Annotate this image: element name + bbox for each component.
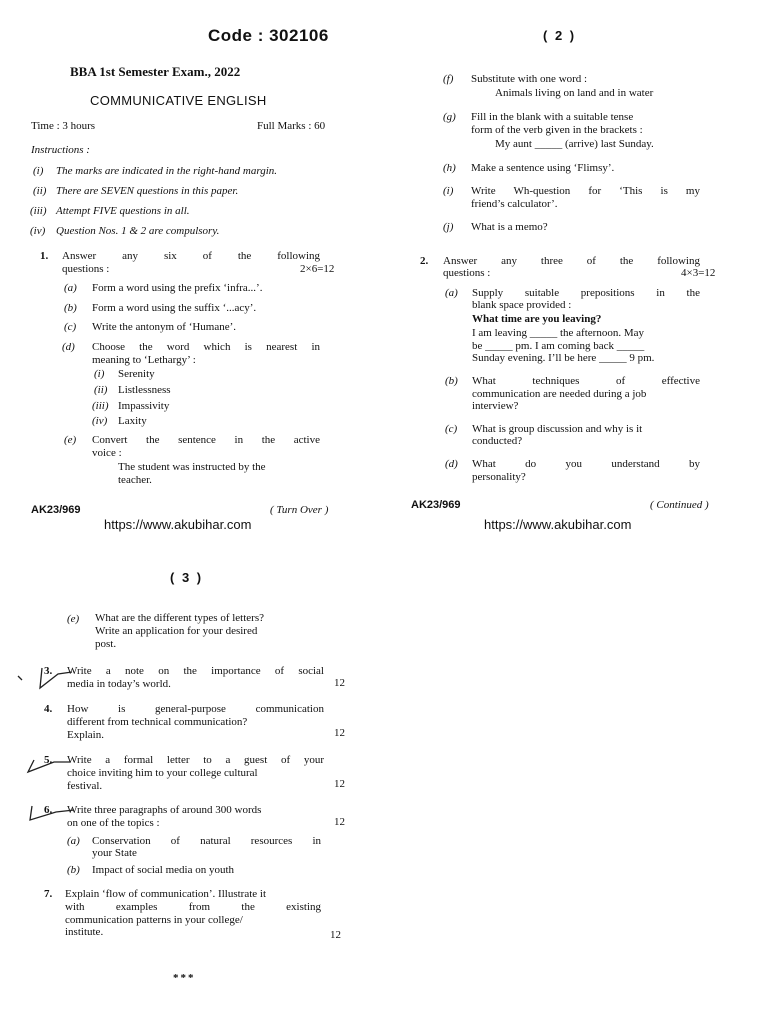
q2b-line-1: What techniques of effective — [472, 375, 700, 387]
q6a-num: (a) — [67, 835, 80, 847]
q2a-sentence-4: Sunday evening. I’ll be here _____ 9 pm. — [472, 352, 655, 364]
instruction-4: Question Nos. 1 & 2 are compulsory. — [56, 225, 220, 237]
q5-line-3: festival. — [67, 780, 103, 792]
q2-marks: 4×3=12 — [681, 267, 716, 279]
q1d-opt-2: Listlessness — [118, 384, 171, 396]
q6a-line-1: Conservation of natural resources in — [92, 835, 321, 847]
page1-url[interactable]: https://www.akubihar.com — [104, 517, 252, 532]
instruction-1: The marks are indicated in the right-hand margin. — [56, 165, 277, 177]
q3-line-2: media in today’s world. — [67, 678, 171, 690]
q1b-text: Form a word using the suffix ‘...acy’. — [92, 302, 257, 314]
q1d-opt-4: Laxity — [118, 415, 147, 427]
q1-number: 1. — [40, 250, 49, 262]
instruction-2: There are SEVEN questions in this paper. — [56, 185, 239, 197]
q1f-sentence: Animals living on land and in water — [495, 87, 654, 99]
q1g-sentence: My aunt _____ (arrive) last Sunday. — [495, 138, 654, 150]
end-marker: *** — [173, 972, 196, 984]
time-label: Time : 3 hours — [31, 120, 96, 132]
instruction-3: Attempt FIVE questions in all. — [56, 205, 190, 217]
instructions-title: Instructions : — [31, 144, 90, 156]
page2-continued: ( Continued ) — [650, 499, 709, 511]
q5-number: 5. — [44, 754, 53, 766]
q7-number: 7. — [44, 888, 53, 900]
q2b-num: (b) — [445, 375, 458, 387]
q1i-line-2: friend’s calculator’. — [471, 198, 558, 210]
q1d-opt-3-num: (iii) — [92, 400, 109, 412]
q2-line-1: Answer any three of the following — [443, 255, 700, 267]
instruction-4-num: (iv) — [30, 225, 46, 237]
q1e-line-1: Convert the sentence in the active — [92, 434, 320, 446]
q1e-sentence-1: The student was instructed by the — [118, 461, 266, 473]
q1g-line-2: form of the verb given in the brackets : — [471, 124, 643, 136]
q1a-text: Form a word using the prefix ‘infra...’. — [92, 282, 263, 294]
instruction-1-num: (i) — [33, 165, 44, 177]
q1e-num: (e) — [64, 434, 77, 446]
exam-title: BBA 1st Semester Exam., 2022 — [70, 64, 241, 79]
q4-line-1: How is general-purpose communication — [67, 703, 324, 715]
q2e-line-3: post. — [95, 638, 117, 650]
q3-line-1: Write a note on the importance of social — [67, 665, 324, 677]
q1d-opt-1: Serenity — [118, 368, 155, 380]
q2a-sentence-3: be _____ pm. I am coming back _____ — [472, 340, 645, 352]
q2-number: 2. — [420, 255, 429, 267]
q7-marks: 12 — [330, 929, 341, 941]
subject-title: COMMUNICATIVE ENGLISH — [90, 93, 267, 108]
q2e-num: (e) — [67, 613, 80, 625]
q6-marks: 12 — [334, 816, 345, 828]
q1d-num: (d) — [62, 341, 75, 353]
q2c-line-1: What is group discussion and why is it — [472, 423, 643, 435]
handwritten-mark-q6-icon — [20, 800, 80, 824]
q2a-sentence-2: I am leaving _____ the afternoon. May — [472, 327, 644, 339]
q4-line-2: different from technical communication? — [67, 716, 248, 728]
instruction-2-num: (ii) — [33, 185, 47, 197]
q2d-line-2: personality? — [472, 471, 526, 483]
page3-number: ( 3 ) — [170, 570, 204, 585]
instruction-3-num: (iii) — [30, 205, 47, 217]
q2e-line-1: What are the different types of letters? — [95, 612, 264, 624]
q5-line-1: Write a formal letter to a guest of your — [67, 754, 324, 766]
q2d-line-1: What do you understand by — [472, 458, 700, 470]
page2-number: ( 2 ) — [543, 28, 577, 43]
q1i-line-1: Write Wh-question for ‘This is my — [471, 185, 700, 197]
page2-url[interactable]: https://www.akubihar.com — [484, 517, 632, 532]
q7-line-1: Explain ‘flow of communication’. Illustrate it — [65, 888, 267, 900]
q1d-line-1: Choose the word which is nearest in — [92, 341, 320, 353]
q5-line-2: choice inviting him to your college cultural — [67, 767, 258, 779]
handwritten-tick-q3-icon — [14, 662, 74, 692]
q2c-num: (c) — [445, 423, 458, 435]
q1d-opt-2-num: (ii) — [94, 384, 108, 396]
q4-marks: 12 — [334, 727, 345, 739]
q3-number: 3. — [44, 665, 53, 677]
q2b-line-3: interview? — [472, 400, 519, 412]
q1j-text: What is a memo? — [471, 221, 548, 233]
q6a-line-2: your State — [92, 847, 137, 859]
q2c-line-2: conducted? — [472, 435, 523, 447]
q1-line-1: Answer any six of the following — [62, 250, 320, 262]
q5-marks: 12 — [334, 778, 345, 790]
q1d-line-2: meaning to ‘Lethargy’ : — [92, 354, 196, 366]
q2a-line-2: blank space provided : — [472, 299, 572, 311]
q2d-num: (d) — [445, 458, 458, 470]
q7-line-3: communication patterns in your college/ — [65, 914, 243, 926]
q2e-line-2: Write an application for your desired — [95, 625, 258, 637]
q4-line-3: Explain. — [67, 729, 104, 741]
q1d-opt-4-num: (iv) — [92, 415, 108, 427]
q1f-num: (f) — [443, 73, 454, 85]
q7-line-2: with examples from the existing — [65, 901, 321, 913]
q1g-line-1: Fill in the blank with a suitable tense — [471, 111, 634, 123]
q1f-text: Substitute with one word : — [471, 73, 588, 85]
q6b-text: Impact of social media on youth — [92, 864, 235, 876]
q7-line-4: institute. — [65, 926, 104, 938]
q1d-opt-1-num: (i) — [94, 368, 105, 380]
full-marks: Full Marks : 60 — [257, 120, 326, 132]
q2a-line-1: Supply suitable prepositions in the — [472, 287, 700, 299]
q4-number: 4. — [44, 703, 53, 715]
q6b-num: (b) — [67, 864, 80, 876]
q6-line-2: on one of the topics : — [67, 817, 160, 829]
q1c-text: Write the antonym of ‘Humane’. — [92, 321, 237, 333]
q1g-num: (g) — [443, 111, 456, 123]
page1-footer-code: AK23/969 — [31, 504, 81, 516]
q1i-num: (i) — [443, 185, 454, 197]
q1-marks: 2×6=12 — [300, 263, 335, 275]
q1d-opt-3: Impassivity — [118, 400, 170, 412]
q1c-num: (c) — [64, 321, 77, 333]
q3-marks: 12 — [334, 677, 345, 689]
q1j-num: (j) — [443, 221, 454, 233]
q1h-text: Make a sentence using ‘Flimsy’. — [471, 162, 615, 174]
page1-turn-over: ( Turn Over ) — [270, 504, 329, 516]
q2b-line-2: communication are needed during a job — [472, 388, 647, 400]
q6-number: 6. — [44, 804, 53, 816]
q1a-num: (a) — [64, 282, 77, 294]
q1e-sentence-2: teacher. — [118, 474, 152, 486]
q1h-num: (h) — [443, 162, 456, 174]
q1-line-2: questions : — [62, 263, 110, 275]
q1b-num: (b) — [64, 302, 77, 314]
q6-line-1: Write three paragraphs of around 300 words — [67, 804, 262, 816]
q2-line-2: questions : — [443, 267, 491, 279]
paper-code: Code : 302106 — [208, 26, 329, 45]
q2a-num: (a) — [445, 287, 458, 299]
handwritten-mark-q5-icon — [14, 754, 74, 776]
page2-footer-code: AK23/969 — [411, 499, 461, 511]
q2a-sentence-1: What time are you leaving? — [472, 313, 602, 325]
q1e-line-2: voice : — [92, 447, 122, 459]
